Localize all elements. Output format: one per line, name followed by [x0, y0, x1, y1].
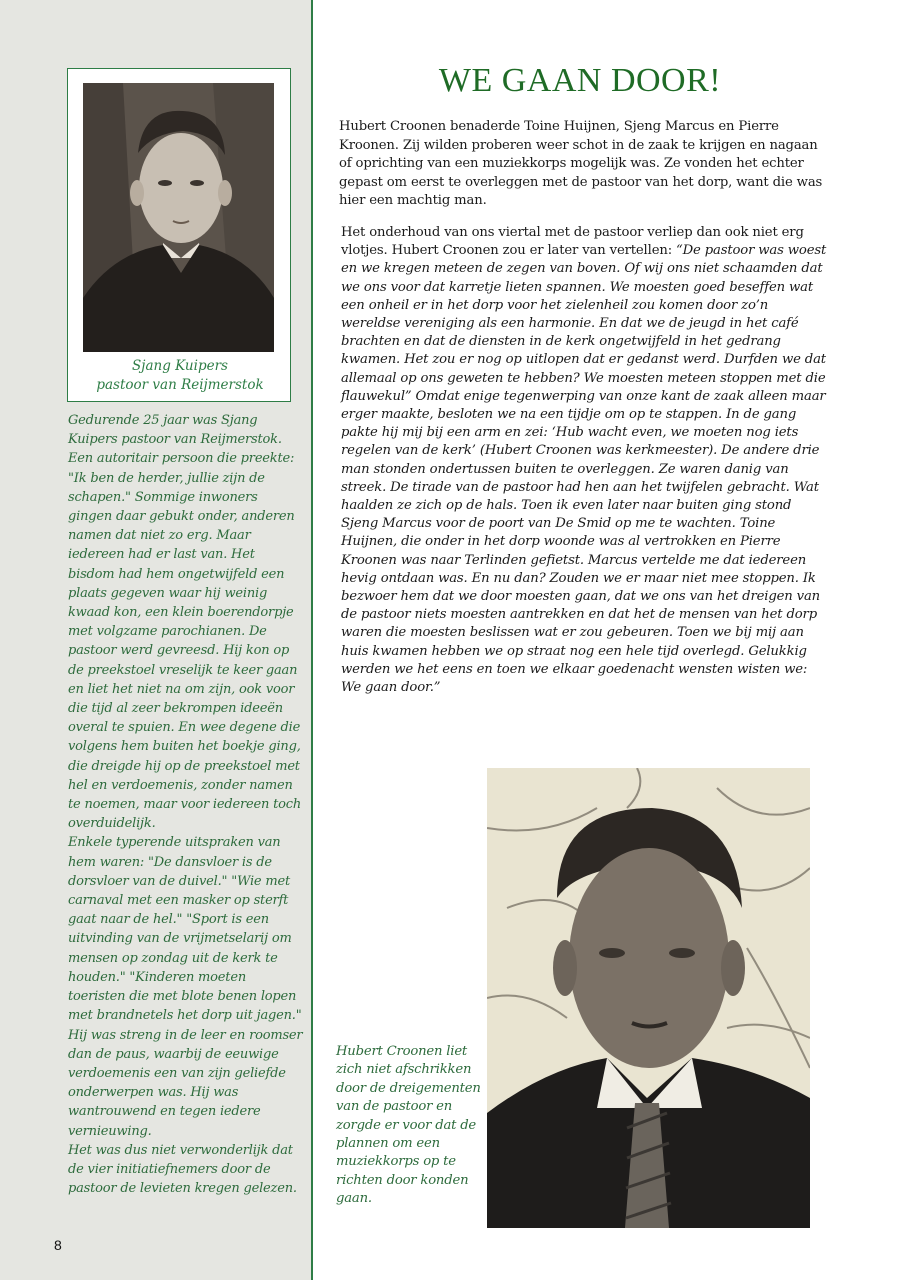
- page-number: 8: [54, 1237, 62, 1253]
- story-quote: “De pastoor was woest en we kregen meteen de zegen van boven. Of wij ons niet schaamden dat we ons voor dat karretje lieten spannen. We moesten goed beseffen wat een onheil er in het dorp voor het zielenheil zou komen door zo’n wereldse vereniging als een harmonie. En dat we de jeugd in het café brachten en dat de diensten in de kerk ongetwijfeld in het gedrang kwamen. Het zou er nog op uitlopen dat er gedanst werd. Durfden we dat allemaal op ons geweten te hebben? We moesten meteen stoppen met die flauwekul” Omdat enige tegenwerping van onze kant de zaak alleen maar erger maakte, besloten we na een tijdje om op te stappen. In de gang pakte hij mij bij een arm en zei: ‘Hub wacht even, we moeten nog iets regelen van de kerk’ (Hubert Croonen was kerkmeester). De andere drie man stonden ondertussen buiten te overleggen. Ze waren danig van streek. De tirade van de pastoor had hen aan het twijfelen gebracht. Wat haalden ze zich op de hals. Toen ik even later naar buiten ging stond Sjeng Marcus voor de poort van De Smid op me te wachten. Toine Huijnen, die onder in het dorp woonde was al vertrokken en Pierre Kroonen was naar Terlinden gefietst. Marcus vertelde me dat iedereen hevig ontdaan was. En nu dan? Zouden we er maar niet mee stoppen. Ik bezwoer hem dat we door moesten gaan, dat we ons van het dreigen van de pastoor niets moesten aantrekken en dat het de mensen van het dorp waren die moesten beslissen wat er zou gebeuren. Toen we bij mij aan huis kwamen hebben we op straat nog een hele tijd overlegd. Gelukkig werden we het eens en toen we elkaar goedenacht wensten wisten we: We gaan door.”: [341, 243, 827, 696]
- priest-caption-name: Sjang Kuipers: [132, 358, 228, 374]
- article-title: WE GAAN DOOR!: [438, 62, 722, 99]
- croonen-photo-illustration: [487, 768, 810, 1228]
- croonen-caption: Hubert Croonen liet zich niet afschrikken door de dreigementen van de pastoor en zorgde er voor dat de plannen om een muziekkorps op te richten door konden gaan.: [336, 1044, 481, 1207]
- croonen-photo: [487, 768, 810, 1228]
- article-story: [341, 224, 831, 697]
- priest-photo: [83, 83, 274, 352]
- priest-caption-role: pastoor van Reijmerstok: [96, 377, 264, 393]
- sidebar: [0, 0, 313, 1280]
- sidebar-paragraph: Hij was streng in de leer en roomser dan de paus, waarbij de eeuwige verdoemenis een van zijn geliefde onderwerpen was. Hij was wantrouwend en tegen iedere vernieuwing.: [68, 1027, 303, 1139]
- priest-caption: [68, 357, 292, 395]
- sidebar-paragraph: Gedurende 25 jaar was Sjang Kuipers pastoor van Reijmerstok. Een autoritair persoon die preekte: "Ik ben de herder, jullie zijn de schapen." Sommige inwoners gingen daar gebukt onder, anderen namen dat niet zo erg. Maar iedereen had er last van. Het bisdom had hem ongetwijfeld een plaats gegeven waar hij weinig kwaad kon, een klein boerendorpje met volgzame parochianen. De pastoor werd gevreesd. Hij kon op de preekstoel vreselijk te keer gaan en liet het niet na om zijn, ook voor die tijd al zeer bekrompen ideeën overal te spuien. En wee degene die volgens hem buiten het boekje ging, die dreigde hij op de preekstoel met hel en verdoemenis, zonder namen te noemen, maar voor iedereen toch overduidelijk.: [68, 413, 301, 832]
- priest-portrait-frame: [67, 68, 291, 402]
- priest-photo-illustration: [83, 83, 274, 352]
- article-intro: Hubert Croonen benaderde Toine Huijnen, Sjeng Marcus en Pierre Kroonen. Zij wilden proberen weer schot in de zaak te krijgen en nagaan of oprichting van een muziekkorps mogelijk was. Ze vonden het echter gepast om eerst te overleggen met de pastoor van het dorp, want die was hier een machtig man.: [339, 119, 823, 208]
- sidebar-text: [68, 411, 304, 1198]
- sidebar-paragraph: Enkele typerende uitspraken van hem waren: "De dansvloer is de dorsvloer van de duivel." "Wie met carnaval met een masker op sterft gaat naar de hel." "Sport is een uitvinding van de vrijmetselarij om mensen op zondag uit de kerk te houden." "Kinderen moeten toeristen die met blote benen lopen met brandnetels het dorp uit jagen.": [68, 835, 302, 1024]
- sidebar-paragraph: Het was dus niet verwonderlijk dat de vier initiatiefnemers door de pastoor de levieten kregen gelezen.: [68, 1142, 297, 1197]
- story-lead: Het onderhoud van ons viertal met de pastoor verliep dan ook niet erg vlotjes. Hubert Croonen zou er later van vertellen:: [341, 225, 804, 259]
